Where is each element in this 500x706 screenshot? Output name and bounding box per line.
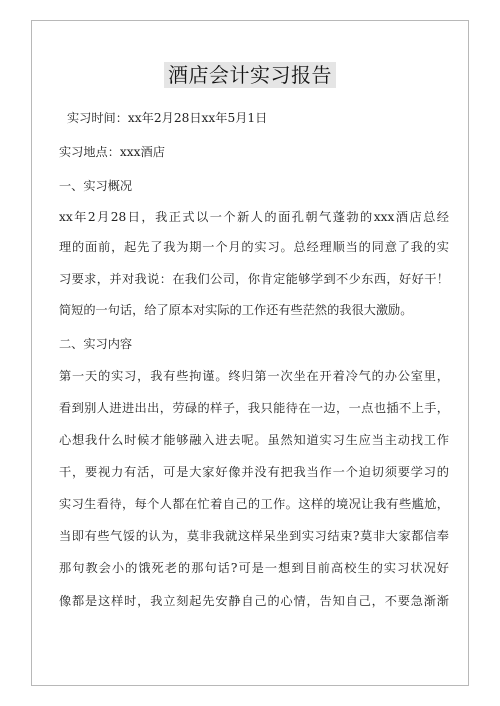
overview-line-2: 理的面前，起先了我为期一个月的实习。总经理顺当的同意了我的实: [59, 240, 449, 254]
section-heading-content: 二、实习内容: [59, 337, 133, 351]
document-title-text: 酒店会计实习报告: [164, 62, 336, 88]
overview-line-3: 习要求，并对我说：在我们公司，你肯定能够学到不少东西，好好干！: [59, 272, 449, 286]
overview-line-4: 简短的一句话，给了原本对实际的工作还有些茫然的我很大激励。: [59, 303, 413, 317]
content-line-2: 看到别人进进出出，劳碌的样子，我只能待在一边，一点也插不上手，: [59, 401, 449, 415]
content-line-4: 干，要视力有活，可是大家好像并没有把我当作一个迫切须要学习的: [59, 465, 449, 479]
internship-location: 实习地点：xxx酒店: [59, 145, 165, 159]
internship-period: 实习时间：xx年2月28日xx年5月1日: [67, 111, 268, 125]
section-heading-overview: 一、实习概况: [59, 179, 133, 193]
content-line-5: 实习生看待，每个人都在忙着自己的工作。这样的境况让我有些尴尬，: [59, 497, 449, 511]
document-title: [0, 62, 500, 88]
content-line-6: 当即有些气馁的认为，莫非我就这样呆坐到实习结束?莫非大家都信奉: [59, 529, 449, 543]
overview-line-1: xx年2月28日，我正式以一个新人的面孔朝气蓬勃的xxx酒店总经: [59, 210, 449, 224]
content-line-1: 第一天的实习，我有些拘谨。终归第一次坐在开着冷气的办公室里，: [59, 369, 449, 383]
content-line-7: 那句教会小的饿死老的那句话?可是一想到目前高校生的实习状况好: [59, 561, 449, 575]
content-line-3: 心想我什么时候才能够融入进去呢。虽然知道实习生应当主动找工作: [59, 433, 449, 447]
content-line-8: 像都是这样时，我立刻起先安静自己的心情，告知自己，不要急渐渐: [59, 594, 449, 608]
